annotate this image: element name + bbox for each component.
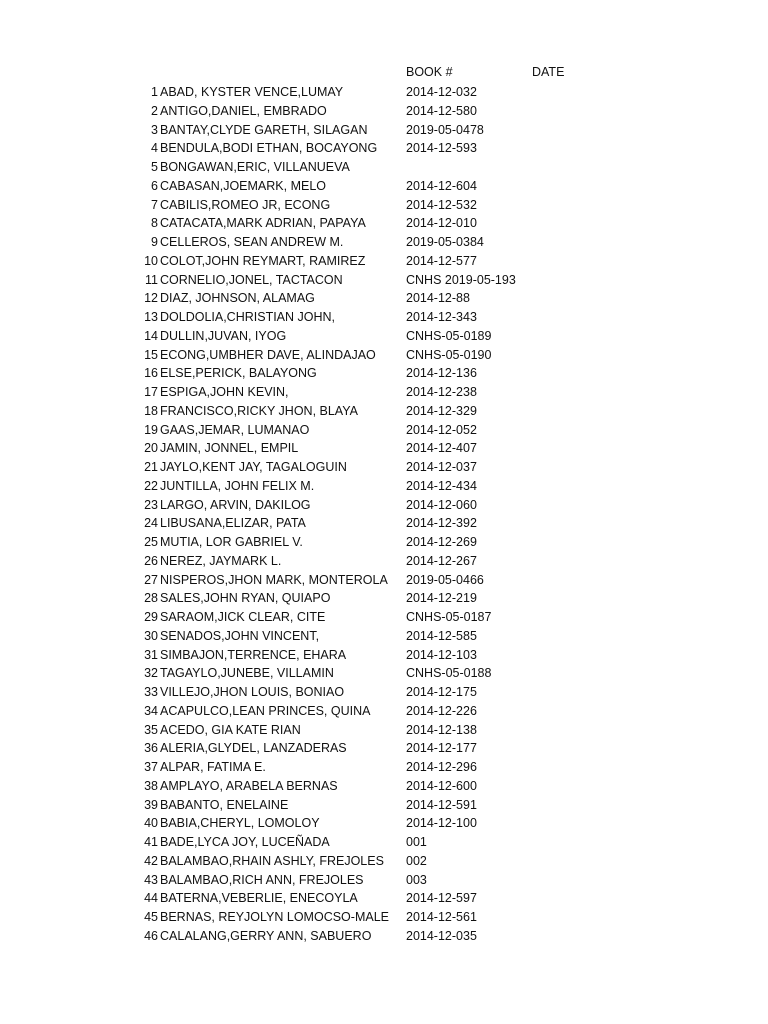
row-number: 33 xyxy=(144,685,158,699)
student-name: BADE,LYCA JOY, LUCEÑADA xyxy=(160,835,330,849)
row-number: 24 xyxy=(144,516,158,531)
row-number: 13 xyxy=(144,310,158,324)
list-row xyxy=(0,571,768,590)
list-row xyxy=(0,702,768,721)
row-number: 31 xyxy=(144,647,158,662)
list-row xyxy=(0,421,768,440)
list-row xyxy=(0,608,768,627)
book-number: 2019-05-0384 xyxy=(406,235,484,249)
row-number: 3 xyxy=(151,122,158,137)
book-number: 2014-12-597 xyxy=(406,891,477,906)
student-name: ANTIGO,DANIEL, EMBRADO xyxy=(160,103,327,118)
book-number: 2014-12-434 xyxy=(406,478,477,493)
book-number: 2014-12-010 xyxy=(406,216,477,231)
row-number: 32 xyxy=(144,666,158,681)
row-number: 14 xyxy=(144,328,158,343)
student-name: JUNTILLA, JOHN FELIX M. xyxy=(160,478,315,493)
list-row xyxy=(0,83,768,102)
row-number: 7 xyxy=(151,197,158,212)
student-name: DULLIN,JUVAN, IYOG xyxy=(160,328,287,343)
book-number: 2014-12-238 xyxy=(406,385,477,399)
student-name: NEREZ, JAYMARK L. xyxy=(160,553,282,568)
student-name: ELSE,PERICK, BALAYONG xyxy=(160,366,317,381)
list-row xyxy=(0,496,768,515)
row-number: 41 xyxy=(144,835,158,849)
row-number: 4 xyxy=(151,141,158,156)
list-row xyxy=(0,683,768,702)
list-row xyxy=(0,646,768,665)
list-row xyxy=(0,852,768,871)
row-number: 45 xyxy=(144,910,158,924)
book-number: 2014-12-532 xyxy=(406,197,477,212)
row-number: 22 xyxy=(144,478,158,493)
row-number: 30 xyxy=(144,628,158,643)
student-name: CATACATA,MARK ADRIAN, PAPAYA xyxy=(160,216,366,231)
list-row xyxy=(0,177,768,196)
list-row xyxy=(0,252,768,271)
student-name: NISPEROS,JHON MARK, MONTEROLA xyxy=(160,572,388,587)
student-name: BALAMBAO,RICH ANN, FREJOLES xyxy=(160,872,364,887)
list-row xyxy=(0,364,768,383)
list-row xyxy=(0,439,768,458)
book-number: 2014-12-060 xyxy=(406,497,477,512)
list-row xyxy=(0,121,768,140)
list-row xyxy=(0,402,768,421)
book-number: 2014-12-604 xyxy=(406,178,477,193)
book-number: 2014-12-561 xyxy=(406,910,477,924)
book-number: 2014-12-177 xyxy=(406,741,477,756)
student-name: LARGO, ARVIN, DAKILOG xyxy=(160,497,311,512)
row-number: 44 xyxy=(144,891,158,906)
list-row xyxy=(0,458,768,477)
student-name: BONGAWAN,ERIC, VILLANUEVA xyxy=(160,160,350,174)
list-row xyxy=(0,514,768,533)
list-row xyxy=(0,777,768,796)
student-name: BABANTO, ENELAINE xyxy=(160,797,289,812)
book-number: 2014-12-032 xyxy=(406,85,477,99)
row-number: 37 xyxy=(144,760,158,774)
student-name: DIAZ, JOHNSON, ALAMAG xyxy=(160,291,315,306)
book-number: 2014-12-037 xyxy=(406,460,477,474)
student-name: ALERIA,GLYDEL, LANZADERAS xyxy=(160,741,347,756)
row-number: 42 xyxy=(144,853,158,868)
student-name: ACEDO, GIA KATE RIAN xyxy=(160,722,301,737)
student-name: SIMBAJON,TERRENCE, EHARA xyxy=(160,647,347,662)
book-number: 2014-12-175 xyxy=(406,685,477,699)
row-number: 17 xyxy=(144,385,158,399)
book-number: 2014-12-593 xyxy=(406,141,477,156)
book-number: 2014-12-035 xyxy=(406,928,477,943)
student-name: DOLDOLIA,CHRISTIAN JOHN, xyxy=(160,310,336,324)
list-row xyxy=(0,383,768,402)
book-number: 002 xyxy=(406,853,427,868)
row-number: 2 xyxy=(151,103,158,118)
list-row xyxy=(0,308,768,327)
row-number: 18 xyxy=(144,403,158,418)
row-number: 15 xyxy=(144,347,158,362)
book-number-column-header: BOOK # xyxy=(406,65,453,79)
book-number: CNHS 2019-05-193 xyxy=(406,272,516,287)
student-name: CABASAN,JOEMARK, MELO xyxy=(160,178,327,193)
list-row xyxy=(0,139,768,158)
list-row xyxy=(0,814,768,833)
book-number: 2014-12-577 xyxy=(406,253,477,268)
book-number: 2014-12-052 xyxy=(406,422,477,437)
list-row xyxy=(0,927,768,946)
student-name: ESPIGA,JOHN KEVIN, xyxy=(160,385,289,399)
row-number: 10 xyxy=(144,253,158,268)
list-row xyxy=(0,833,768,852)
book-number: CNHS-05-0189 xyxy=(406,328,492,343)
student-name: CALALANG,GERRY ANN, SABUERO xyxy=(160,928,372,943)
row-number: 19 xyxy=(144,422,158,437)
row-number: 20 xyxy=(144,441,158,456)
student-name: ALPAR, FATIMA E. xyxy=(160,760,266,774)
student-name: SENADOS,JOHN VINCENT, xyxy=(160,628,320,643)
row-number: 46 xyxy=(144,928,158,943)
row-number: 40 xyxy=(144,816,158,831)
row-number: 28 xyxy=(144,591,158,606)
row-number: 35 xyxy=(144,722,158,737)
student-name: JAYLO,KENT JAY, TAGALOGUIN xyxy=(160,460,347,474)
book-number: 2014-12-591 xyxy=(406,797,477,812)
list-row xyxy=(0,533,768,552)
row-number: 43 xyxy=(144,872,158,887)
book-number: CNHS-05-0188 xyxy=(406,666,492,681)
book-number: 2014-12-138 xyxy=(406,722,477,737)
row-number: 21 xyxy=(144,460,158,474)
book-number: 2014-12-407 xyxy=(406,441,477,456)
row-number: 36 xyxy=(144,741,158,756)
row-number: 26 xyxy=(144,553,158,568)
book-number: 2014-12-329 xyxy=(406,403,477,418)
list-row xyxy=(0,589,768,608)
student-name: CORNELIO,JONEL, TACTACON xyxy=(160,272,343,287)
student-name: ECONG,UMBHER DAVE, ALINDAJAO xyxy=(160,347,376,362)
row-number: 29 xyxy=(144,610,158,624)
student-name: BABIA,CHERYL, LOMOLOY xyxy=(160,816,320,831)
list-row xyxy=(0,721,768,740)
list-row xyxy=(0,664,768,683)
list-row xyxy=(0,289,768,308)
list-row xyxy=(0,796,768,815)
student-name: AMPLAYO, ARABELA BERNAS xyxy=(160,778,338,793)
list-row xyxy=(0,346,768,365)
row-number: 8 xyxy=(151,216,158,231)
book-number: 2014-12-219 xyxy=(406,591,477,606)
list-row xyxy=(0,102,768,121)
book-number: 2014-12-392 xyxy=(406,516,477,531)
list-row xyxy=(0,477,768,496)
list-row xyxy=(0,739,768,758)
row-number: 9 xyxy=(151,235,158,249)
row-number: 16 xyxy=(144,366,158,381)
student-name: SALES,JOHN RYAN, QUIAPO xyxy=(160,591,331,606)
book-number: 2014-12-103 xyxy=(406,647,477,662)
book-number: 2014-12-600 xyxy=(406,778,477,793)
row-number: 27 xyxy=(144,572,158,587)
student-name: VILLEJO,JHON LOUIS, BONIAO xyxy=(160,685,345,699)
student-list xyxy=(0,83,768,946)
book-number: 2014-12-296 xyxy=(406,760,477,774)
book-number: CNHS-05-0190 xyxy=(406,347,492,362)
row-number: 1 xyxy=(151,85,158,99)
date-column-header: DATE xyxy=(532,65,565,79)
list-row xyxy=(0,627,768,646)
student-name: BERNAS, REYJOLYN LOMOCSO-MALE xyxy=(160,910,389,924)
student-name: BENDULA,BODI ETHAN, BOCAYONG xyxy=(160,141,378,156)
student-name: TAGAYLO,JUNEBE, VILLAMIN xyxy=(160,666,334,681)
student-name: JAMIN, JONNEL, EMPIL xyxy=(160,441,299,456)
student-name: BANTAY,CLYDE GARETH, SILAGAN xyxy=(160,122,368,137)
student-name: BATERNA,VEBERLIE, ENECOYLA xyxy=(160,891,358,906)
student-name: BALAMBAO,RHAIN ASHLY, FREJOLES xyxy=(160,853,384,868)
list-row xyxy=(0,233,768,252)
book-number: 2014-12-226 xyxy=(406,703,477,718)
row-number: 38 xyxy=(144,778,158,793)
student-name: FRANCISCO,RICKY JHON, BLAYA xyxy=(160,403,358,418)
list-row xyxy=(0,214,768,233)
column-header-row xyxy=(0,65,768,83)
student-name: ABAD, KYSTER VENCE,LUMAY xyxy=(160,85,344,99)
book-number: 2014-12-267 xyxy=(406,553,477,568)
list-row xyxy=(0,327,768,346)
book-number: 2014-12-88 xyxy=(406,291,470,306)
book-number: 2014-12-343 xyxy=(406,310,477,324)
student-name: LIBUSANA,ELIZAR, PATA xyxy=(160,516,306,531)
list-row xyxy=(0,908,768,927)
student-name: ACAPULCO,LEAN PRINCES, QUINA xyxy=(160,703,371,718)
book-number: 2014-12-585 xyxy=(406,628,477,643)
row-number: 25 xyxy=(144,535,158,549)
book-number: 2014-12-269 xyxy=(406,535,477,549)
book-number: 2014-12-136 xyxy=(406,366,477,381)
book-number: 2014-12-100 xyxy=(406,816,477,831)
list-row xyxy=(0,871,768,890)
book-number: 2014-12-580 xyxy=(406,103,477,118)
student-name: MUTIA, LOR GABRIEL V. xyxy=(160,535,303,549)
book-number: CNHS-05-0187 xyxy=(406,610,492,624)
list-row xyxy=(0,758,768,777)
row-number: 6 xyxy=(151,178,158,193)
student-name: COLOT,JOHN REYMART, RAMIREZ xyxy=(160,253,366,268)
list-row xyxy=(0,552,768,571)
student-name: GAAS,JEMAR, LUMANAO xyxy=(160,422,310,437)
student-name: CELLEROS, SEAN ANDREW M. xyxy=(160,235,344,249)
list-row xyxy=(0,158,768,177)
book-number: 001 xyxy=(406,835,427,849)
student-name: CABILIS,ROMEO JR, ECONG xyxy=(160,197,331,212)
book-number: 2019-05-0478 xyxy=(406,122,484,137)
book-number: 003 xyxy=(406,872,427,887)
row-number: 39 xyxy=(144,797,158,812)
book-number: 2019-05-0466 xyxy=(406,572,484,587)
row-number: 11 xyxy=(145,272,158,287)
student-name: SARAOM,JICK CLEAR, CITE xyxy=(160,610,326,624)
row-number: 23 xyxy=(144,497,158,512)
row-number: 12 xyxy=(144,291,158,306)
list-row xyxy=(0,271,768,290)
row-number: 34 xyxy=(144,703,158,718)
list-row xyxy=(0,196,768,215)
row-number: 5 xyxy=(151,160,158,174)
list-row xyxy=(0,889,768,908)
